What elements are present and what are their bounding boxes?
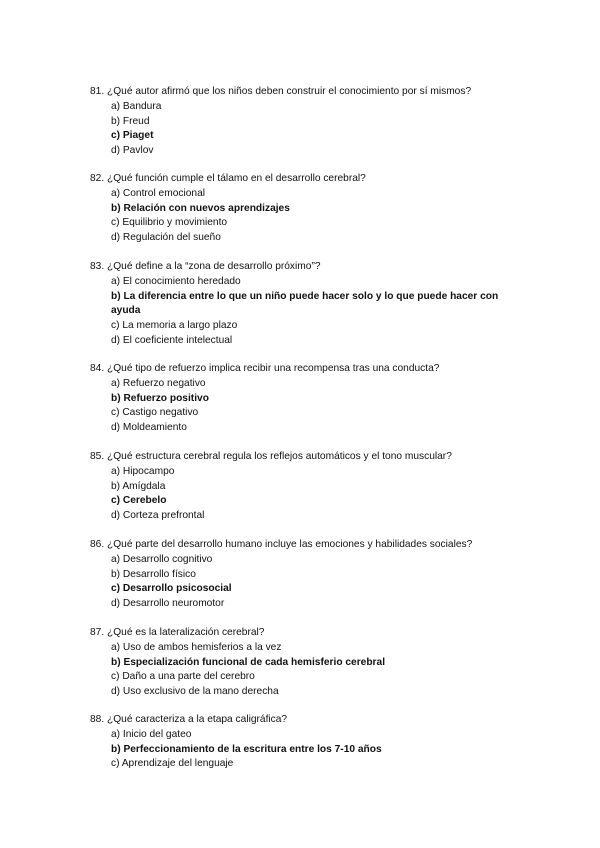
question-stem [90, 713, 520, 728]
question-stem [90, 538, 520, 553]
option-c: c) Castigo negativo [111, 407, 199, 419]
option-b: b) Freud [111, 115, 150, 127]
question-number: 82. [90, 173, 105, 184]
question-stem [90, 450, 520, 465]
question-text: ¿Qué caracteriza a la etapa caligráfica? [107, 714, 288, 725]
option-d: d) Moldeamiento [111, 422, 187, 434]
question-stem [90, 85, 520, 100]
option-b-correct: b) Especialización funcional de cada hemisferio cerebral [111, 656, 386, 668]
option-b: b) Amígdala [111, 480, 166, 492]
option-b: b) Desarrollo físico [111, 568, 196, 580]
question-83 [90, 260, 520, 349]
option-d: d) Pavlov [111, 145, 154, 157]
question-stem [90, 172, 520, 187]
option-a: a) Control emocional [111, 187, 205, 199]
question-text: ¿Qué función cumple el tálamo en el desarrollo cerebral? [107, 173, 366, 184]
question-text: ¿Qué es la lateralización cerebral? [107, 627, 265, 638]
option-d: d) Regulación del sueño [111, 232, 221, 244]
question-stem [90, 362, 520, 377]
option-a: a) Uso de ambos hemisferios a la vez [111, 641, 282, 653]
option-a: a) Desarrollo cognitivo [111, 553, 213, 565]
question-88 [90, 713, 520, 772]
question-81 [90, 85, 520, 159]
option-c: c) Daño a una parte del cerebro [111, 671, 255, 683]
question-number: 83. [90, 261, 105, 272]
option-a: a) Hipocampo [111, 465, 175, 477]
question-85 [90, 450, 520, 524]
question-stem [90, 260, 520, 275]
option-d: d) Corteza prefrontal [111, 510, 205, 522]
option-a: a) Inicio del gateo [111, 728, 192, 740]
option-d: d) Desarrollo neuromotor [111, 598, 225, 610]
question-82 [90, 172, 520, 246]
option-b-correct: b) Relación con nuevos aprendizajes [111, 202, 290, 214]
option-a: a) Refuerzo negativo [111, 377, 206, 389]
question-86 [90, 538, 520, 612]
question-number: 88. [90, 714, 105, 725]
question-text: ¿Qué parte del desarrollo humano incluye las emociones y habilidades sociales? [107, 539, 473, 550]
question-number: 86. [90, 539, 105, 550]
question-87 [90, 626, 520, 700]
option-c: c) Equilibrio y movimiento [111, 217, 228, 229]
option-a: a) Bandura [111, 100, 162, 112]
option-c: c) Aprendizaje del lenguaje [111, 758, 234, 770]
option-b-correct: b) Perfeccionamiento de la escritura entre los 7-10 años [111, 743, 382, 755]
option-b-correct: b) La diferencia entre lo que un niño puede hacer solo y lo que puede hacer con ayuda [111, 290, 499, 317]
question-stem [90, 626, 520, 641]
question-number: 85. [90, 451, 105, 462]
question-text: ¿Qué estructura cerebral regula los reflejos automáticos y el tono muscular? [107, 451, 452, 462]
question-text: ¿Qué tipo de refuerzo implica recibir una recompensa tras una conducta? [107, 363, 440, 374]
question-number: 87. [90, 627, 105, 638]
question-number: 81. [90, 86, 105, 97]
option-a: a) El conocimiento heredado [111, 275, 241, 287]
question-number: 84. [90, 363, 105, 374]
question-84 [90, 362, 520, 436]
option-d: d) El coeficiente intelectual [111, 334, 233, 346]
question-text: ¿Qué autor afirmó que los niños deben construir el conocimiento por sí mismos? [107, 86, 472, 97]
option-c-correct: c) Cerebelo [111, 495, 167, 507]
option-b-correct: b) Refuerzo positivo [111, 392, 209, 404]
question-text: ¿Qué define a la “zona de desarrollo próximo”? [107, 261, 321, 272]
option-c-correct: c) Piaget [111, 130, 154, 142]
option-c: c) La memoria a largo plazo [111, 320, 238, 332]
option-d: d) Uso exclusivo de la mano derecha [111, 686, 279, 698]
option-c-correct: c) Desarrollo psicosocial [111, 583, 232, 595]
